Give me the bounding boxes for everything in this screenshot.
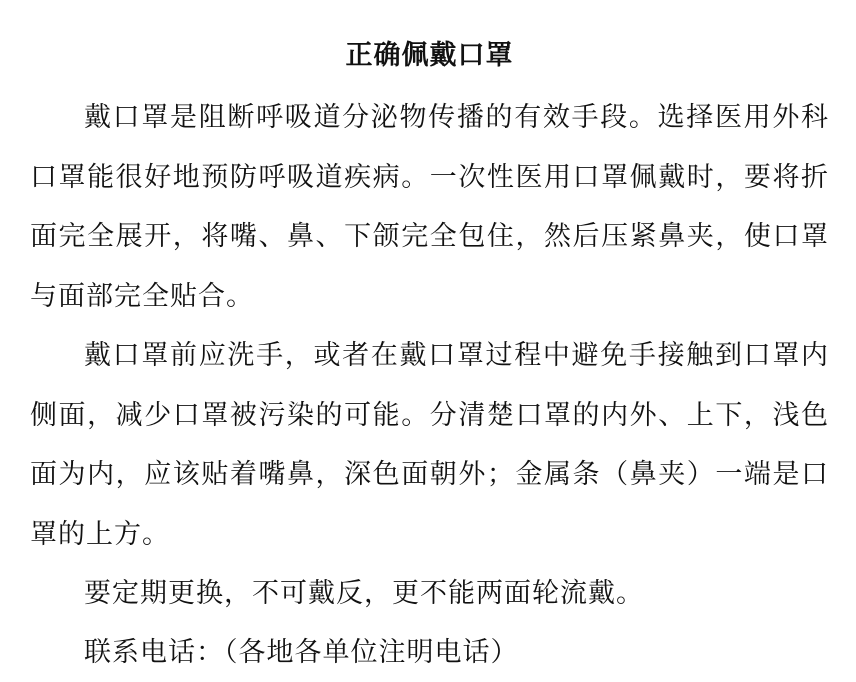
paragraph-wearing-steps: 戴口罩前应洗手，或者在戴口罩过程中避免手接触到口罩内侧面，减少口罩被污染的可能。分清楚口罩的内外、上下，浅色面为内，应该贴着嘴鼻，深色面朝外；金属条（鼻夹）一端是口罩的上方。 bbox=[30, 340, 829, 550]
document-title: 正确佩戴口罩 bbox=[345, 40, 514, 71]
paragraph-replacement: 要定期更换，不可戴反，更不能两面轮流戴。 bbox=[84, 578, 644, 609]
paragraph-mask-purpose: 戴口罩是阻断呼吸道分泌物传播的有效手段。选择医用外科口罩能很好地预防呼吸道疾病。一次性医用口罩佩戴时，要将折面完全展开，将嘴、鼻、下颌完全包住，然后压紧鼻夹，使口罩与面部完全贴合。 bbox=[30, 102, 829, 312]
paragraph-contact-phone: 联系电话：（各地各单位注明电话） bbox=[84, 637, 519, 668]
